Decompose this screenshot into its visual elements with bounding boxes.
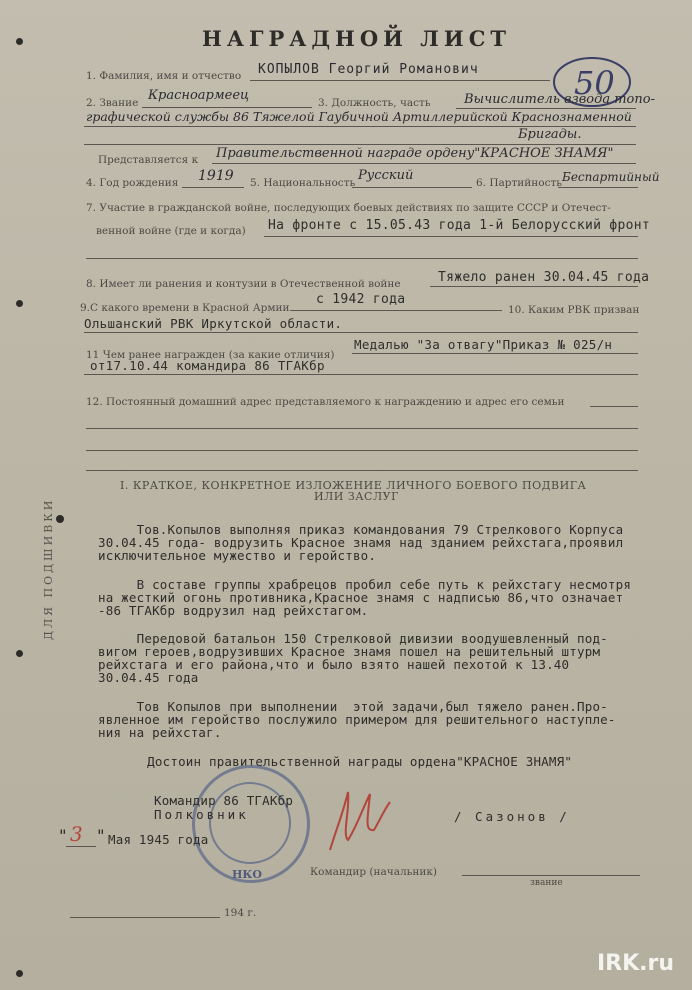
- awards-value-1: Медалью "За отвагу"Приказ № 025/н: [354, 337, 613, 352]
- war-label-1: 7. Участие в гражданской войне, последующих боевых действиях по защите СССР и Отечест-: [86, 202, 611, 214]
- address-underline: [86, 428, 638, 429]
- merit-paragraph-1: Тов.Копылов выполняя приказ командования 79 Стрелкового Корпуса 30.04.45 года- водрузить Красное знамя над зданием рейхстага,проявил исключительное мужество и геройство.: [98, 522, 624, 563]
- address-underline: [86, 450, 638, 451]
- address-underline: [590, 406, 638, 407]
- merit-paragraph-5: Достоин правительственной награды ордена"КРАСНОЕ ЗНАМЯ": [124, 754, 573, 769]
- section-heading-2: ИЛИ ЗАСЛУГ: [314, 490, 399, 503]
- nationality-underline: [352, 187, 472, 188]
- merit-paragraph-3: Передовой батальон 150 Стрелковой дивизии воодушевленный под- вигом героев,водрузивших Красное знамя пошел на решительный штурм рейхстага и его района,что и было взято нашей пехотой к 13.40 30.04.45 года: [98, 631, 608, 685]
- date-day: 3: [70, 822, 83, 846]
- presented-underline: [212, 163, 636, 164]
- wounds-underline: [430, 286, 638, 287]
- merit-paragraph-4: Тов Копылов при выполнении этой задачи,был тяжело ранен.Про- явленное им геройство послужило примером для решительного наступле- ния на рейхстаг.: [98, 699, 616, 740]
- merit-paragraph-2: В составе группы храбрецов пробил себе путь к рейхстагу несмотря на жесткий огонь противника,Красное знамя с надписью 86,что означает -86 ТГАКбр водрузил над рейхстагом.: [98, 577, 632, 618]
- rank-value: Красноармеец: [148, 88, 250, 103]
- site-watermark: IRK.ru: [596, 951, 674, 976]
- position-label: 3. Должность, часть: [318, 97, 431, 109]
- nationality-label: 5. Национальность: [250, 177, 356, 189]
- commander-title: Командир 86 ТГАКбр: [154, 793, 294, 808]
- rvk-label: 10. Каким РВК призван: [508, 304, 640, 316]
- commander-underline: [462, 875, 640, 876]
- commander-label: Командир (начальник): [310, 866, 437, 878]
- date-quote-close: ": [96, 826, 106, 845]
- wounds-value: Тяжело ранен 30.04.45 года: [438, 270, 650, 285]
- official-seal: [192, 765, 310, 883]
- position-value-1: Вычислитель взвода топо-: [464, 92, 655, 107]
- punch-hole: [56, 515, 64, 523]
- address-label: 12. Постоянный домашний адрес представляемого к награждению и адрес его семьи: [86, 396, 565, 408]
- army-label: 9.С какого времени в Красной Армии: [80, 302, 290, 314]
- rvk-underline: [84, 332, 638, 333]
- presented-label: Представляется к: [98, 154, 199, 166]
- name-value: КОПЫЛОВ Георгий Романович: [258, 62, 479, 77]
- party-underline: [558, 187, 638, 188]
- army-value: с 1942 года: [316, 292, 406, 307]
- rank-caption: звание: [530, 878, 563, 888]
- war-underline: [264, 236, 638, 237]
- seal-text: НКО: [232, 868, 262, 881]
- punch-hole: [16, 970, 23, 977]
- presented-value: Правительственной награде ордену"КРАСНОЕ ЗНАМЯ": [216, 146, 614, 161]
- name-label: 1. Фамилия, имя и отчество: [86, 70, 242, 82]
- position-value-3: Бригады.: [518, 127, 582, 142]
- sidebar-label: ДЛЯ ПОДШИВКИ: [42, 497, 55, 640]
- awards-value-2: от17.10.44 командира 86 ТГАКбр: [90, 358, 325, 373]
- date-rest: Мая 1945 года: [108, 832, 209, 847]
- war-value: На фронте с 15.05.43 года 1-й Белорусский фронт: [268, 218, 650, 233]
- birth-value: 1919: [198, 168, 234, 184]
- position-value-2: графической службы 86 Тяжелой Гаубичной Артиллерийской Краснознаменной: [86, 109, 632, 124]
- war-underline: [86, 258, 638, 259]
- position-underline: [84, 144, 636, 145]
- nationality-value: Русский: [358, 168, 414, 183]
- commander-rank: Полковник: [154, 807, 249, 822]
- war-label-2: венной войне (где и когда): [96, 225, 246, 237]
- birth-label: 4. Год рождения: [86, 177, 179, 189]
- punch-hole: [16, 38, 23, 45]
- party-label: 6. Партийность: [476, 177, 563, 189]
- annotation-number: 50: [574, 64, 615, 102]
- awards-underline: [84, 374, 638, 375]
- awards-underline: [352, 353, 638, 354]
- handwritten-signature: [318, 780, 398, 860]
- rank-label: 2. Звание: [86, 97, 139, 109]
- name-underline: [250, 80, 550, 81]
- birth-underline: [182, 187, 244, 188]
- date-underline: [66, 846, 96, 847]
- punch-hole: [16, 650, 23, 657]
- document-title: НАГРАДНОЙ ЛИСТ: [202, 26, 512, 51]
- party-value: Беспартийный: [562, 170, 660, 184]
- punch-hole: [16, 300, 23, 307]
- address-underline: [86, 470, 638, 471]
- awards-label: 11 Чем ранее награжден (за какие отличия): [86, 349, 335, 361]
- date-quote-open: ": [58, 826, 68, 845]
- signer-name: / Сазонов /: [454, 809, 570, 824]
- rank-underline: [142, 107, 312, 108]
- wounds-label: 8. Имеет ли ранения и контузии в Отечественной войне: [86, 278, 401, 290]
- year-label: 194 г.: [224, 907, 257, 919]
- rvk-value: Ольшанский РВК Иркутской области.: [84, 316, 343, 331]
- year-underline: [70, 917, 220, 918]
- army-underline: [290, 310, 502, 311]
- section-heading-1: I. КРАТКОЕ, КОНКРЕТНОЕ ИЗЛОЖЕНИЕ ЛИЧНОГО БОЕВОГО ПОДВИГА: [120, 479, 587, 492]
